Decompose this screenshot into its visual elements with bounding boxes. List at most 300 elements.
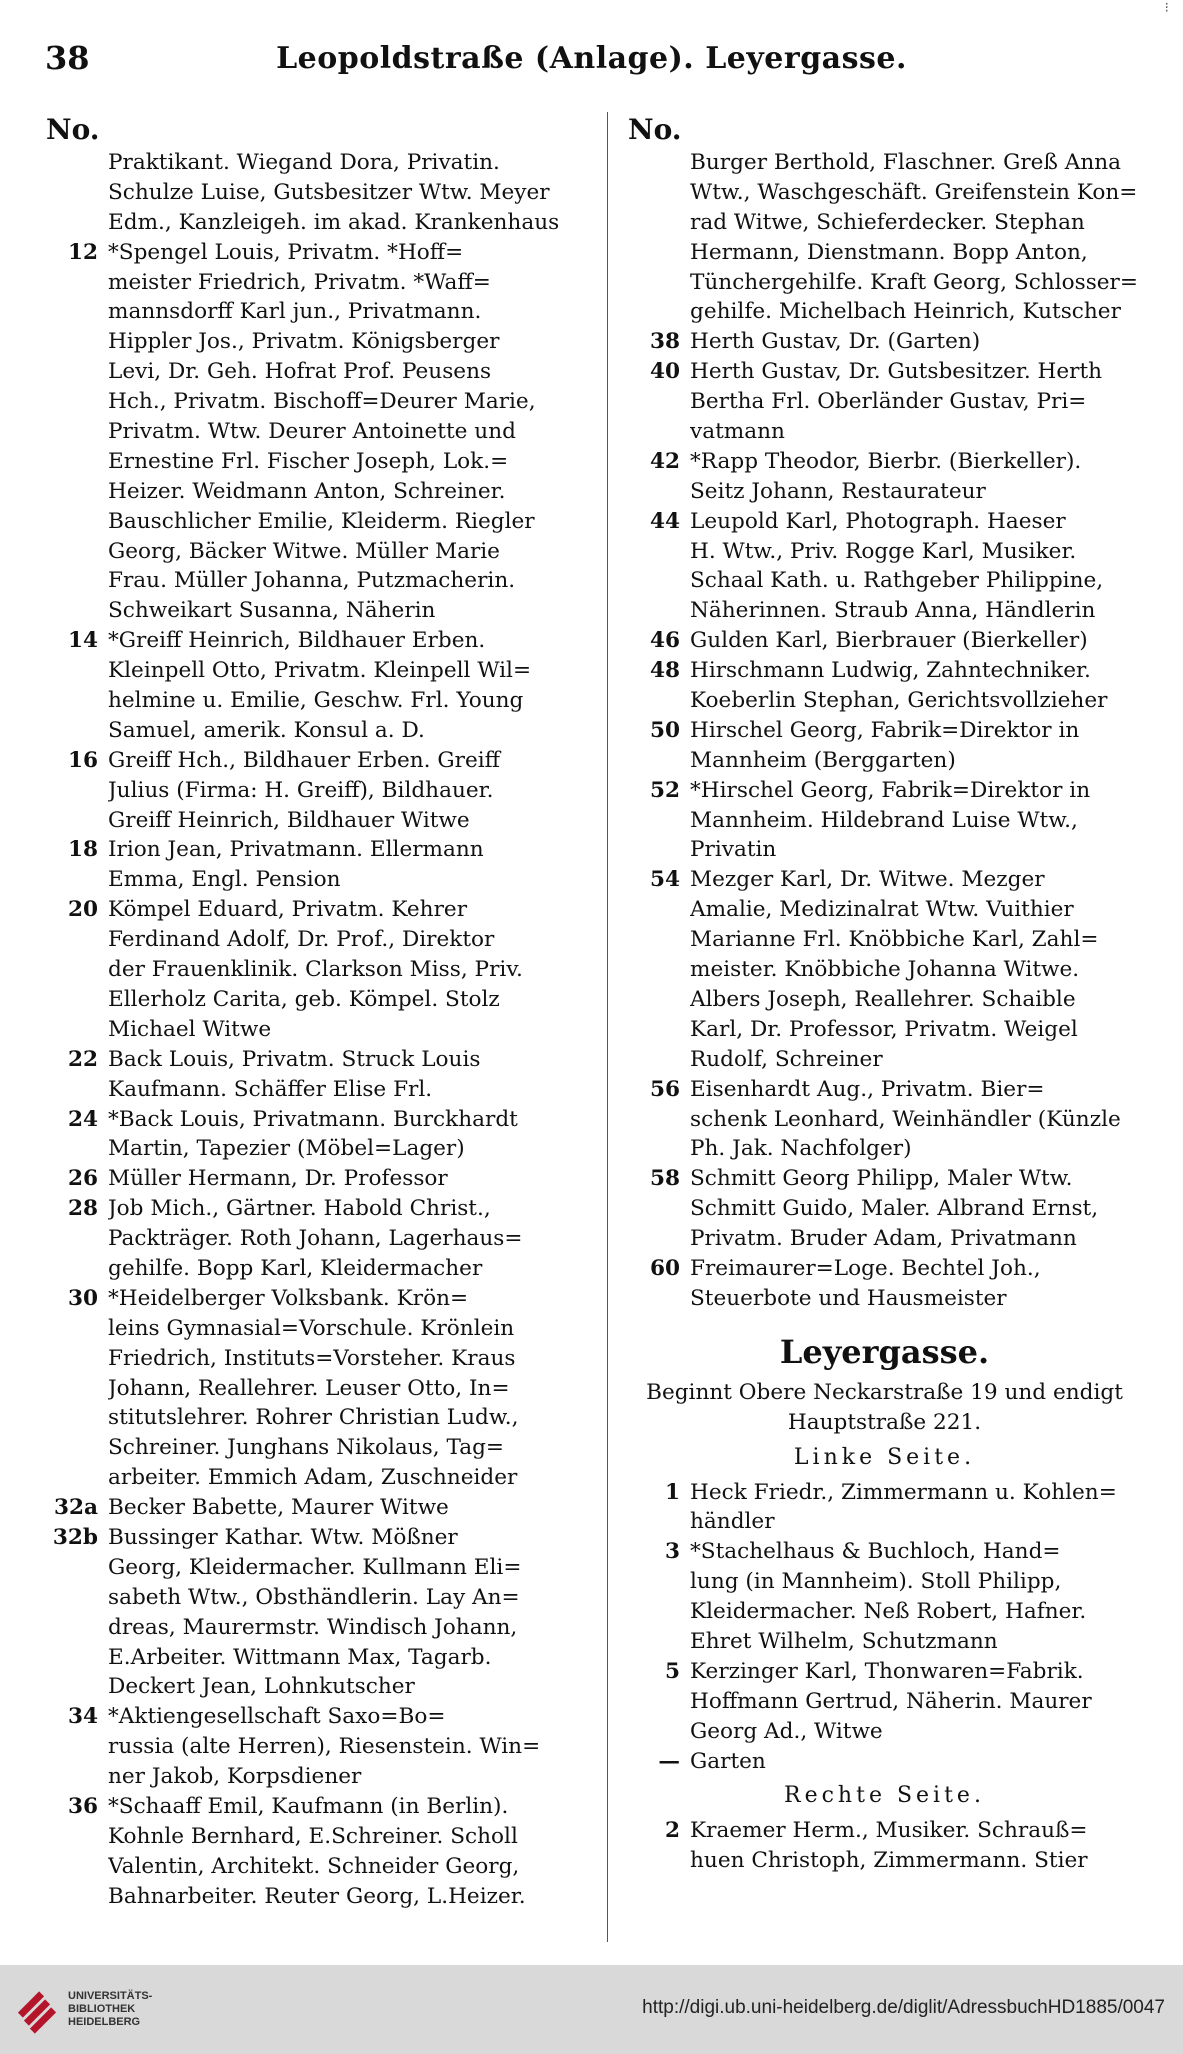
- entry-line: [612, 1846, 1157, 1876]
- house-number: [612, 955, 690, 985]
- entry-line: [30, 1553, 608, 1583]
- section-left-entries: [612, 1478, 1157, 1777]
- section-description: [612, 1378, 1157, 1438]
- house-number: 26: [67, 1166, 98, 1192]
- entry-text: Johann, Reallehrer. Leuser Otto, In=: [108, 1375, 510, 1401]
- entry-text: der Frauenklinik. Clarkson Miss, Priv.: [108, 957, 523, 983]
- entry-text: Bahnarbeiter. Reuter Georg, L.Heizer.: [108, 1883, 526, 1909]
- house-number: [30, 1433, 108, 1463]
- entry-text: Herth Gustav, Dr. Gutsbesitzer. Herth: [690, 359, 1103, 385]
- entry-line: [612, 477, 1157, 507]
- entry-text: Hirschmann Ludwig, Zahntechniker.: [690, 658, 1091, 684]
- entry-text: gehilfe. Michelbach Heinrich, Kutscher: [690, 299, 1121, 325]
- entry-text: vatmann: [690, 419, 785, 445]
- house-number: [612, 1687, 690, 1717]
- house-number: [612, 835, 690, 865]
- house-number: [612, 1134, 690, 1164]
- entry-line: [612, 208, 1157, 238]
- house-number: [30, 208, 108, 238]
- entry-line: [612, 1105, 1157, 1135]
- section-right-entries: [612, 1816, 1157, 1876]
- house-number: [612, 178, 690, 208]
- entry-text: *Heidelberger Volksbank. Krön=: [108, 1285, 469, 1311]
- house-number: [30, 1134, 108, 1164]
- entry-text: Emma, Engl. Pension: [108, 867, 341, 893]
- entry-line: [612, 776, 1157, 806]
- entry-line: [612, 268, 1157, 298]
- house-number: [612, 1105, 690, 1135]
- house-number: 34: [67, 1704, 98, 1730]
- side-heading-right: Rechte Seite.: [784, 1783, 985, 1809]
- entry-text: Schweikart Susanna, Näherin: [108, 598, 436, 624]
- entry-text: gehilfe. Bopp Karl, Kleidermacher: [108, 1255, 483, 1281]
- entry-line: [30, 1433, 608, 1463]
- entry-line: [612, 297, 1157, 327]
- entry-text: Ellerholz Carita, geb. Kömpel. Stolz: [108, 986, 500, 1012]
- entry-text: Bertha Frl. Oberländer Gustav, Pri=: [690, 389, 1087, 415]
- house-number: [30, 507, 108, 537]
- house-number: [30, 1672, 108, 1702]
- entry-text: Marianne Frl. Knöbbiche Karl, Zahl=: [690, 927, 1099, 953]
- entry-line: [30, 835, 608, 865]
- entry-text: Hoffmann Gertrud, Näherin. Maurer: [690, 1688, 1092, 1714]
- house-number: [612, 746, 690, 776]
- entry-line: [612, 626, 1157, 656]
- entry-text: Georg Ad., Witwe: [690, 1718, 883, 1744]
- entry-text: mannsdorff Karl jun., Privatmann.: [108, 299, 482, 325]
- entry-line: [612, 746, 1157, 776]
- entry-line: [30, 925, 608, 955]
- house-number: [30, 1463, 108, 1493]
- entry-line: [30, 776, 608, 806]
- entry-text: helmine u. Emilie, Geschw. Frl. Young: [108, 688, 524, 714]
- house-number: 14: [67, 628, 98, 654]
- entry-text: Amalie, Medizinalrat Wtw. Vuithier: [690, 897, 1074, 923]
- entry-text: ner Jakob, Korpsdiener: [108, 1764, 362, 1790]
- entry-text: Näherinnen. Straub Anna, Händlerin: [690, 598, 1096, 624]
- entry-line: [612, 417, 1157, 447]
- entry-line: [612, 1478, 1157, 1508]
- house-number: 58: [649, 1166, 680, 1192]
- entry-line: [612, 1747, 1157, 1777]
- entry-text: Becker Babette, Maurer Witwe: [108, 1495, 449, 1521]
- house-number: [30, 955, 108, 985]
- entry-text: Heizer. Weidmann Anton, Schreiner.: [108, 478, 506, 504]
- entry-text: Herth Gustav, Dr. (Garten): [690, 329, 981, 355]
- house-number: [612, 806, 690, 836]
- entry-text: Greiff Heinrich, Bildhauer Witwe: [108, 807, 470, 833]
- house-number: [30, 1553, 108, 1583]
- entry-line: [30, 596, 608, 626]
- house-number: [30, 1732, 108, 1762]
- house-number: [30, 1882, 108, 1912]
- house-number: [30, 716, 108, 746]
- entry-line: [30, 417, 608, 447]
- house-number: [30, 806, 108, 836]
- house-number: [30, 1762, 108, 1792]
- entry-text: Greiff Hch., Bildhauer Erben. Greiff: [108, 747, 500, 773]
- house-number: [612, 1567, 690, 1597]
- entry-line: [30, 1493, 608, 1523]
- entry-text: *Rapp Theodor, Bierbr. (Bierkeller).: [690, 448, 1082, 474]
- house-number: [612, 417, 690, 447]
- entry-line: [30, 537, 608, 567]
- footer-bar: [0, 1965, 1183, 2054]
- entry-text: Steuerbote und Hausmeister: [690, 1285, 1007, 1311]
- entry-text: Kaufmann. Schäffer Elise Frl.: [108, 1076, 433, 1102]
- house-number: [612, 148, 690, 178]
- entry-line: [612, 1194, 1157, 1224]
- entry-text: Schaal Kath. u. Rathgeber Philippine,: [690, 568, 1104, 594]
- entry-text: Frau. Müller Johanna, Putzmacherin.: [108, 568, 516, 594]
- entry-line: [30, 1194, 608, 1224]
- entry-text: Privatin: [690, 837, 777, 863]
- entry-line: [30, 447, 608, 477]
- house-number: [612, 387, 690, 417]
- entry-line: [30, 1643, 608, 1673]
- house-number: [30, 865, 108, 895]
- library-logo-text: [68, 1990, 152, 2029]
- entry-line: [30, 1583, 608, 1613]
- number-column-label: No.: [46, 113, 100, 146]
- entry-text: stitutslehrer. Rohrer Christian Ludw.,: [108, 1405, 519, 1431]
- house-number: [30, 537, 108, 567]
- entry-line: [612, 835, 1157, 865]
- entry-line: [612, 955, 1157, 985]
- entry-text: *Schaaff Emil, Kaufmann (in Berlin).: [108, 1793, 509, 1819]
- entry-text: Job Mich., Gärtner. Habold Christ.,: [108, 1196, 491, 1222]
- entry-line: [30, 1792, 608, 1822]
- entry-line: [612, 1567, 1157, 1597]
- entry-text: Packträger. Roth Johann, Lagerhaus=: [108, 1226, 523, 1252]
- entry-line: [612, 1657, 1157, 1687]
- entry-text: Albers Joseph, Reallehrer. Schaible: [690, 986, 1076, 1012]
- logo-line: BIBLIOTHEK: [68, 2003, 136, 2015]
- column-divider: [607, 112, 608, 1942]
- entry-text: Schreiner. Junghans Nikolaus, Tag=: [108, 1435, 504, 1461]
- entry-line: [30, 1045, 608, 1075]
- entry-line: [612, 1507, 1157, 1537]
- page-number: 38: [45, 39, 90, 77]
- entry-text: Tünchergehilfe. Kraft Georg, Schlosser=: [690, 269, 1138, 295]
- entry-line: [30, 1463, 608, 1493]
- left-column: [30, 112, 608, 1912]
- entry-line: [30, 148, 608, 178]
- house-number: [30, 477, 108, 507]
- entry-line: [30, 1075, 608, 1105]
- house-number: [30, 1583, 108, 1613]
- entry-text: Ph. Jak. Nachfolger): [690, 1136, 912, 1162]
- house-number: 30: [67, 1285, 98, 1311]
- entry-line: [612, 447, 1157, 477]
- section-title: Leyergasse.: [779, 1332, 990, 1371]
- entry-line: [30, 895, 608, 925]
- entry-line: [612, 357, 1157, 387]
- entry-text: Irion Jean, Privatmann. Ellermann: [108, 837, 484, 863]
- house-number: [30, 1403, 108, 1433]
- entry-text: Hch., Privatm. Bischoff=Deurer Marie,: [108, 389, 536, 415]
- entry-text: *Greiff Heinrich, Bildhauer Erben.: [108, 628, 486, 654]
- house-number: [612, 1507, 690, 1537]
- entry-text: Kohnle Bernhard, E.Schreiner. Scholl: [108, 1823, 518, 1849]
- entry-line: [30, 865, 608, 895]
- house-number: [30, 1254, 108, 1284]
- entry-line: [30, 477, 608, 507]
- entry-line: [612, 1627, 1157, 1657]
- house-number: [612, 238, 690, 268]
- entry-text: Georg, Bäcker Witwe. Müller Marie: [108, 538, 500, 564]
- source-url-link[interactable]: http://digi.ub.uni-heidelberg.de/diglit/AdressbuchHD1885/0047: [642, 1997, 1165, 2018]
- entry-line: [30, 626, 608, 656]
- entry-line: [30, 327, 608, 357]
- entry-line: [30, 1852, 608, 1882]
- right-column: [612, 112, 1157, 1876]
- entry-text: Hermann, Dienstmann. Bopp Anton,: [690, 239, 1088, 265]
- entry-line: [30, 1284, 608, 1314]
- entry-line: [612, 806, 1157, 836]
- entry-line: [30, 1822, 608, 1852]
- entry-text: Mannheim (Berggarten): [690, 747, 956, 773]
- house-number: [30, 387, 108, 417]
- entry-text: meister Friedrich, Privatm. *Waff=: [108, 269, 491, 295]
- section-description-line: Beginnt Obere Neckarstraße 19 und endigt: [646, 1379, 1123, 1405]
- entry-line: [612, 238, 1157, 268]
- entry-line: [612, 1075, 1157, 1105]
- entry-text: Kleinpell Otto, Privatm. Kleinpell Wil=: [108, 658, 532, 684]
- house-number: 16: [67, 747, 98, 773]
- house-number: 40: [649, 359, 680, 385]
- entry-line: [612, 686, 1157, 716]
- entry-text: Praktikant. Wiegand Dora, Privatin.: [108, 150, 500, 175]
- house-number: 54: [649, 867, 680, 893]
- entry-line: [612, 895, 1157, 925]
- entry-text: Burger Berthold, Flaschner. Greß Anna: [690, 150, 1122, 175]
- house-number: [30, 1314, 108, 1344]
- entry-line: [612, 537, 1157, 567]
- house-number: [612, 1015, 690, 1045]
- entry-line: [30, 1702, 608, 1732]
- house-number: [612, 686, 690, 716]
- house-number: [612, 925, 690, 955]
- entry-line: [30, 178, 608, 208]
- entry-text: Schmitt Georg Philipp, Maler Wtw.: [690, 1166, 1073, 1192]
- house-number: [612, 208, 690, 238]
- entry-text: Back Louis, Privatm. Struck Louis: [108, 1046, 481, 1072]
- entry-text: händler: [690, 1509, 775, 1535]
- house-number: [612, 1224, 690, 1254]
- entry-line: [612, 387, 1157, 417]
- entry-text: Karl, Dr. Professor, Privatm. Weigel: [690, 1016, 1078, 1042]
- house-number: 3: [664, 1539, 680, 1565]
- entry-line: [30, 507, 608, 537]
- entry-text: Mezger Karl, Dr. Witwe. Mezger: [690, 867, 1045, 893]
- entry-line: [612, 1284, 1157, 1314]
- entry-line: [30, 1314, 608, 1344]
- side-heading-left: Linke Seite.: [793, 1444, 976, 1470]
- house-number: [612, 1717, 690, 1747]
- entry-line: [612, 1597, 1157, 1627]
- entry-text: Mannheim. Hildebrand Luise Wtw.,: [690, 807, 1078, 833]
- entry-line: [612, 178, 1157, 208]
- page-header: [45, 36, 1138, 80]
- entry-text: *Back Louis, Privatmann. Burckhardt: [108, 1106, 518, 1132]
- house-number: [612, 895, 690, 925]
- entry-text: leins Gymnasial=Vorschule. Krönlein: [108, 1315, 515, 1341]
- entry-text: Heck Friedr., Zimmermann u. Kohlen=: [690, 1479, 1117, 1505]
- entry-line: [612, 1134, 1157, 1164]
- entry-text: Rudolf, Schreiner: [690, 1046, 883, 1072]
- house-number: 48: [649, 658, 680, 684]
- entry-line: [30, 268, 608, 298]
- entry-text: sabeth Wtw., Obsthändlerin. Lay An=: [108, 1584, 520, 1610]
- entry-text: Seitz Johann, Restaurateur: [690, 478, 986, 504]
- house-number: 42: [649, 448, 680, 474]
- entry-line: [30, 1882, 608, 1912]
- house-number: 38: [649, 329, 680, 355]
- entry-line: [612, 865, 1157, 895]
- house-number: [30, 925, 108, 955]
- house-number: [30, 596, 108, 626]
- house-number: [612, 537, 690, 567]
- entry-text: Wtw., Waschgeschäft. Greifenstein Kon=: [690, 179, 1138, 205]
- entry-text: huen Christoph, Zimmermann. Stier: [690, 1848, 1088, 1874]
- house-number: 24: [67, 1106, 98, 1132]
- entry-text: lung (in Mannheim). Stoll Philipp,: [690, 1569, 1062, 1595]
- house-number: [30, 1822, 108, 1852]
- house-number: [612, 1627, 690, 1657]
- house-number: [30, 297, 108, 327]
- entry-text: Koeberlin Stephan, Gerichtsvollzieher: [690, 688, 1108, 714]
- house-number: [612, 1194, 690, 1224]
- entry-line: [612, 1537, 1157, 1567]
- entry-text: Garten: [690, 1748, 766, 1774]
- entry-text: Levi, Dr. Geh. Hofrat Prof. Peusens: [108, 359, 492, 385]
- house-number: [30, 148, 108, 178]
- entry-text: meister. Knöbbiche Johanna Witwe.: [690, 957, 1080, 983]
- entry-line: [612, 327, 1157, 357]
- entry-text: Deckert Jean, Lohnkutscher: [108, 1674, 415, 1700]
- entry-text: Samuel, amerik. Konsul a. D.: [108, 717, 425, 743]
- entry-text: Ehret Wilhelm, Schutzmann: [690, 1629, 998, 1654]
- entry-text: Gulden Karl, Bierbrauer (Bierkeller): [690, 628, 1088, 654]
- entry-text: Kerzinger Karl, Thonwaren=Fabrik.: [690, 1658, 1084, 1684]
- house-number: [30, 656, 108, 686]
- entry-line: [30, 297, 608, 327]
- house-number: 1: [664, 1479, 680, 1505]
- entry-text: Schulze Luise, Gutsbesitzer Wtw. Meyer: [108, 179, 550, 205]
- entry-line: [30, 1523, 608, 1553]
- entry-text: *Spengel Louis, Privatm. *Hoff=: [108, 239, 464, 265]
- entry-line: [30, 1015, 608, 1045]
- house-number: [30, 1374, 108, 1404]
- entry-text: Friedrich, Instituts=Vorsteher. Kraus: [108, 1345, 516, 1371]
- house-number: —: [658, 1748, 680, 1774]
- entry-line: [612, 1164, 1157, 1194]
- entry-text: Georg, Kleidermacher. Kullmann Eli=: [108, 1554, 522, 1580]
- entry-line: [612, 1687, 1157, 1717]
- house-number: [612, 985, 690, 1015]
- house-number: 32b: [52, 1524, 98, 1550]
- entry-line: [30, 1403, 608, 1433]
- entry-text: arbeiter. Emmich Adam, Zuschneider: [108, 1465, 518, 1491]
- logo-line: HEIDELBERG: [68, 2016, 141, 2028]
- entry-line: [30, 1762, 608, 1792]
- entry-text: Schmitt Guido, Maler. Albrand Ernst,: [690, 1196, 1099, 1222]
- entry-line: [30, 1732, 608, 1762]
- entry-line: [612, 1015, 1157, 1045]
- entry-line: [30, 656, 608, 686]
- house-number: [30, 357, 108, 387]
- house-number: [30, 985, 108, 1015]
- house-number: [30, 417, 108, 447]
- entry-line: [612, 1816, 1157, 1846]
- entry-line: [612, 1254, 1157, 1284]
- house-number: 22: [67, 1046, 98, 1072]
- house-number: 56: [649, 1076, 680, 1102]
- entry-text: Martin, Tapezier (Möbel=Lager): [108, 1136, 465, 1162]
- entry-text: *Aktiengesellschaft Saxo=Bo=: [108, 1704, 446, 1730]
- running-head: Leopoldstraße (Anlage). Leyergasse.: [276, 40, 907, 76]
- entry-line: [30, 387, 608, 417]
- entry-line: [30, 1254, 608, 1284]
- entry-line: [30, 1105, 608, 1135]
- house-number: [30, 1852, 108, 1882]
- entry-line: [30, 716, 608, 746]
- entry-line: [612, 1224, 1157, 1254]
- house-number: 2: [664, 1818, 680, 1844]
- house-number: [612, 1045, 690, 1075]
- section-description-line: Hauptstraße 221.: [787, 1409, 982, 1435]
- entry-line: [30, 566, 608, 596]
- entry-line: [30, 357, 608, 387]
- logo-line: UNIVERSITÄTS-: [68, 1990, 153, 2002]
- entry-line: [30, 1164, 608, 1194]
- entry-line: [612, 566, 1157, 596]
- house-number: 18: [67, 837, 98, 863]
- house-number: 44: [649, 508, 680, 534]
- house-number: [612, 268, 690, 298]
- house-number: 50: [649, 717, 680, 743]
- entry-text: Privatm. Bruder Adam, Privatmann: [690, 1226, 1077, 1252]
- entry-text: schenk Leonhard, Weinhändler (Künzle: [690, 1106, 1121, 1132]
- house-number: [612, 596, 690, 626]
- entry-text: Michael Witwe: [108, 1016, 272, 1042]
- entry-text: Bauschlicher Emilie, Kleiderm. Riegler: [108, 508, 535, 534]
- entry-text: Müller Hermann, Dr. Professor: [108, 1166, 448, 1192]
- house-number: [612, 1284, 690, 1314]
- house-number: [612, 566, 690, 596]
- entry-text: Kömpel Eduard, Privatm. Kehrer: [108, 897, 468, 923]
- entry-text: Privatm. Wtw. Deurer Antoinette und: [108, 419, 516, 445]
- entry-text: rad Witwe, Schieferdecker. Stephan: [690, 209, 1085, 235]
- house-number: [612, 1846, 690, 1876]
- house-number: [30, 566, 108, 596]
- house-number: [30, 776, 108, 806]
- house-number: [30, 447, 108, 477]
- entry-text: Valentin, Architekt. Schneider Georg,: [108, 1853, 520, 1879]
- house-number: [30, 1643, 108, 1673]
- entry-line: [612, 596, 1157, 626]
- entry-line: [612, 1045, 1157, 1075]
- house-number: [612, 477, 690, 507]
- right-entries: [612, 148, 1157, 1314]
- entry-line: [30, 746, 608, 776]
- house-number: 12: [67, 239, 98, 265]
- house-number: 20: [67, 897, 98, 923]
- corner-mark: ⁝: [1164, 0, 1169, 16]
- library-logo: [14, 1987, 152, 2033]
- entry-text: Ernestine Frl. Fischer Joseph, Lok.=: [108, 448, 509, 474]
